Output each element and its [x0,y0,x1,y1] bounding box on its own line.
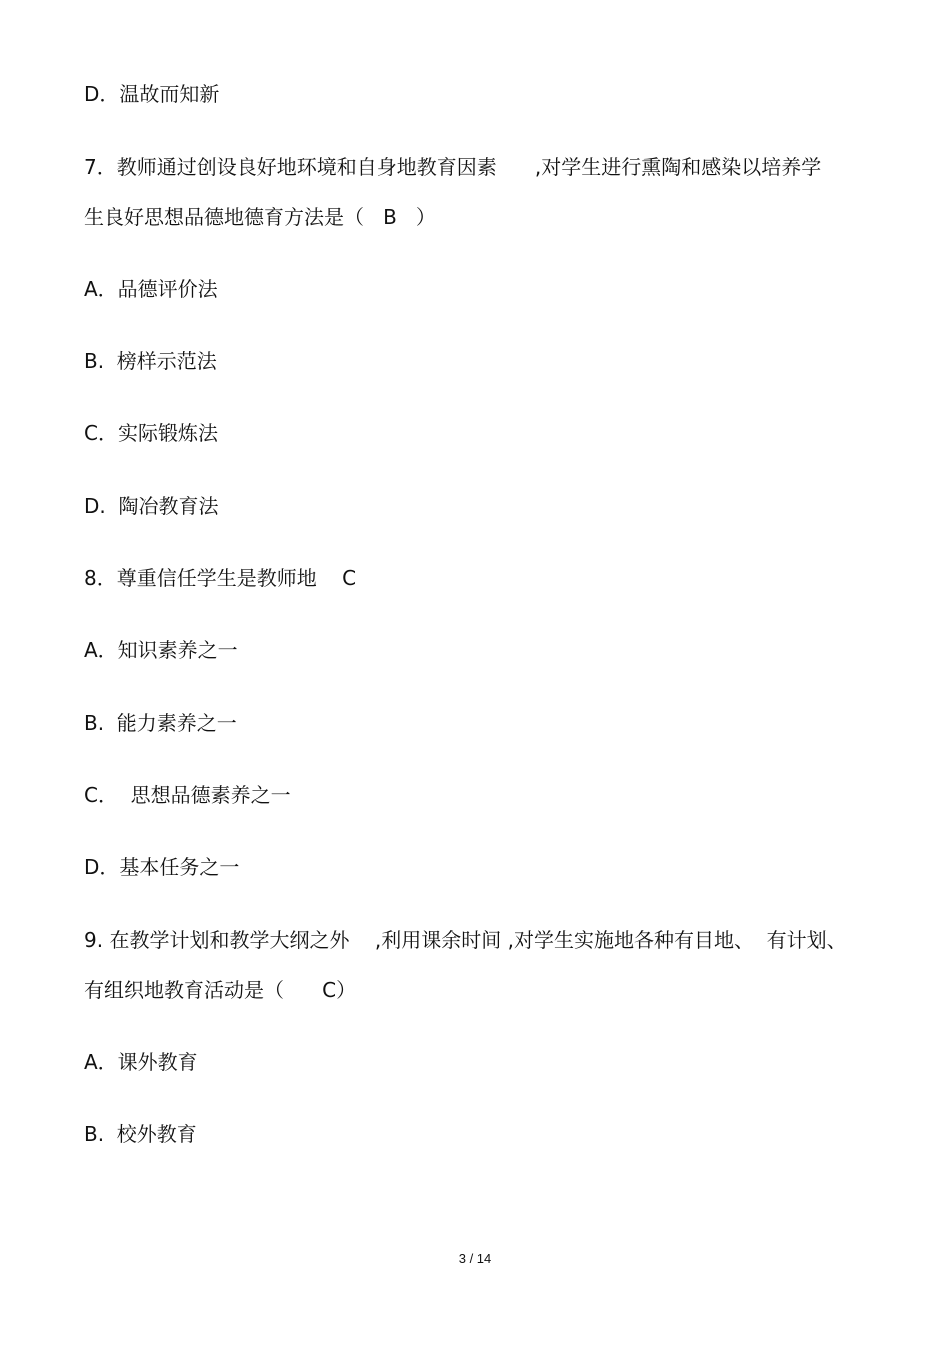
page-number: 3 / 14 [458,1251,492,1266]
option-7b: B. 榜样示范法 [84,349,217,373]
option-7c: C．实际锻炼法 [84,421,218,445]
question-9-line-1: 9. 在教学计划和教学大纲之外 ,利用课余时间 ,对学生实施地各种有目地、 有计划、 [84,928,847,952]
option-8b: B. 能力素养之一 [84,711,237,735]
option-8a: A．知识素养之一 [84,638,238,662]
option-7a: A．品德评价法 [84,277,218,301]
option-7d: D. 陶冶教育法 [84,494,219,518]
question-9-line-2: 有组织地教育活动是（ C） [84,978,357,1002]
question-7-line-1: 7．教师通过创设良好地环境和自身地教育因素 ,对学生进行熏陶和感染以培养学 [84,155,822,179]
question-7-line-2: 生良好思想品德地德育方法是（ B ） [84,205,436,229]
option-9b: B. 校外教育 [84,1122,197,1146]
option-8d: D．基本任务之一 [84,855,240,879]
option-6d: D．温故而知新 [84,82,220,106]
option-9a: A．课外教育 [84,1050,198,1074]
option-8c: C． 思想品德素养之一 [84,783,291,807]
question-8: 8．尊重信任学生是教师地 C [84,566,357,590]
